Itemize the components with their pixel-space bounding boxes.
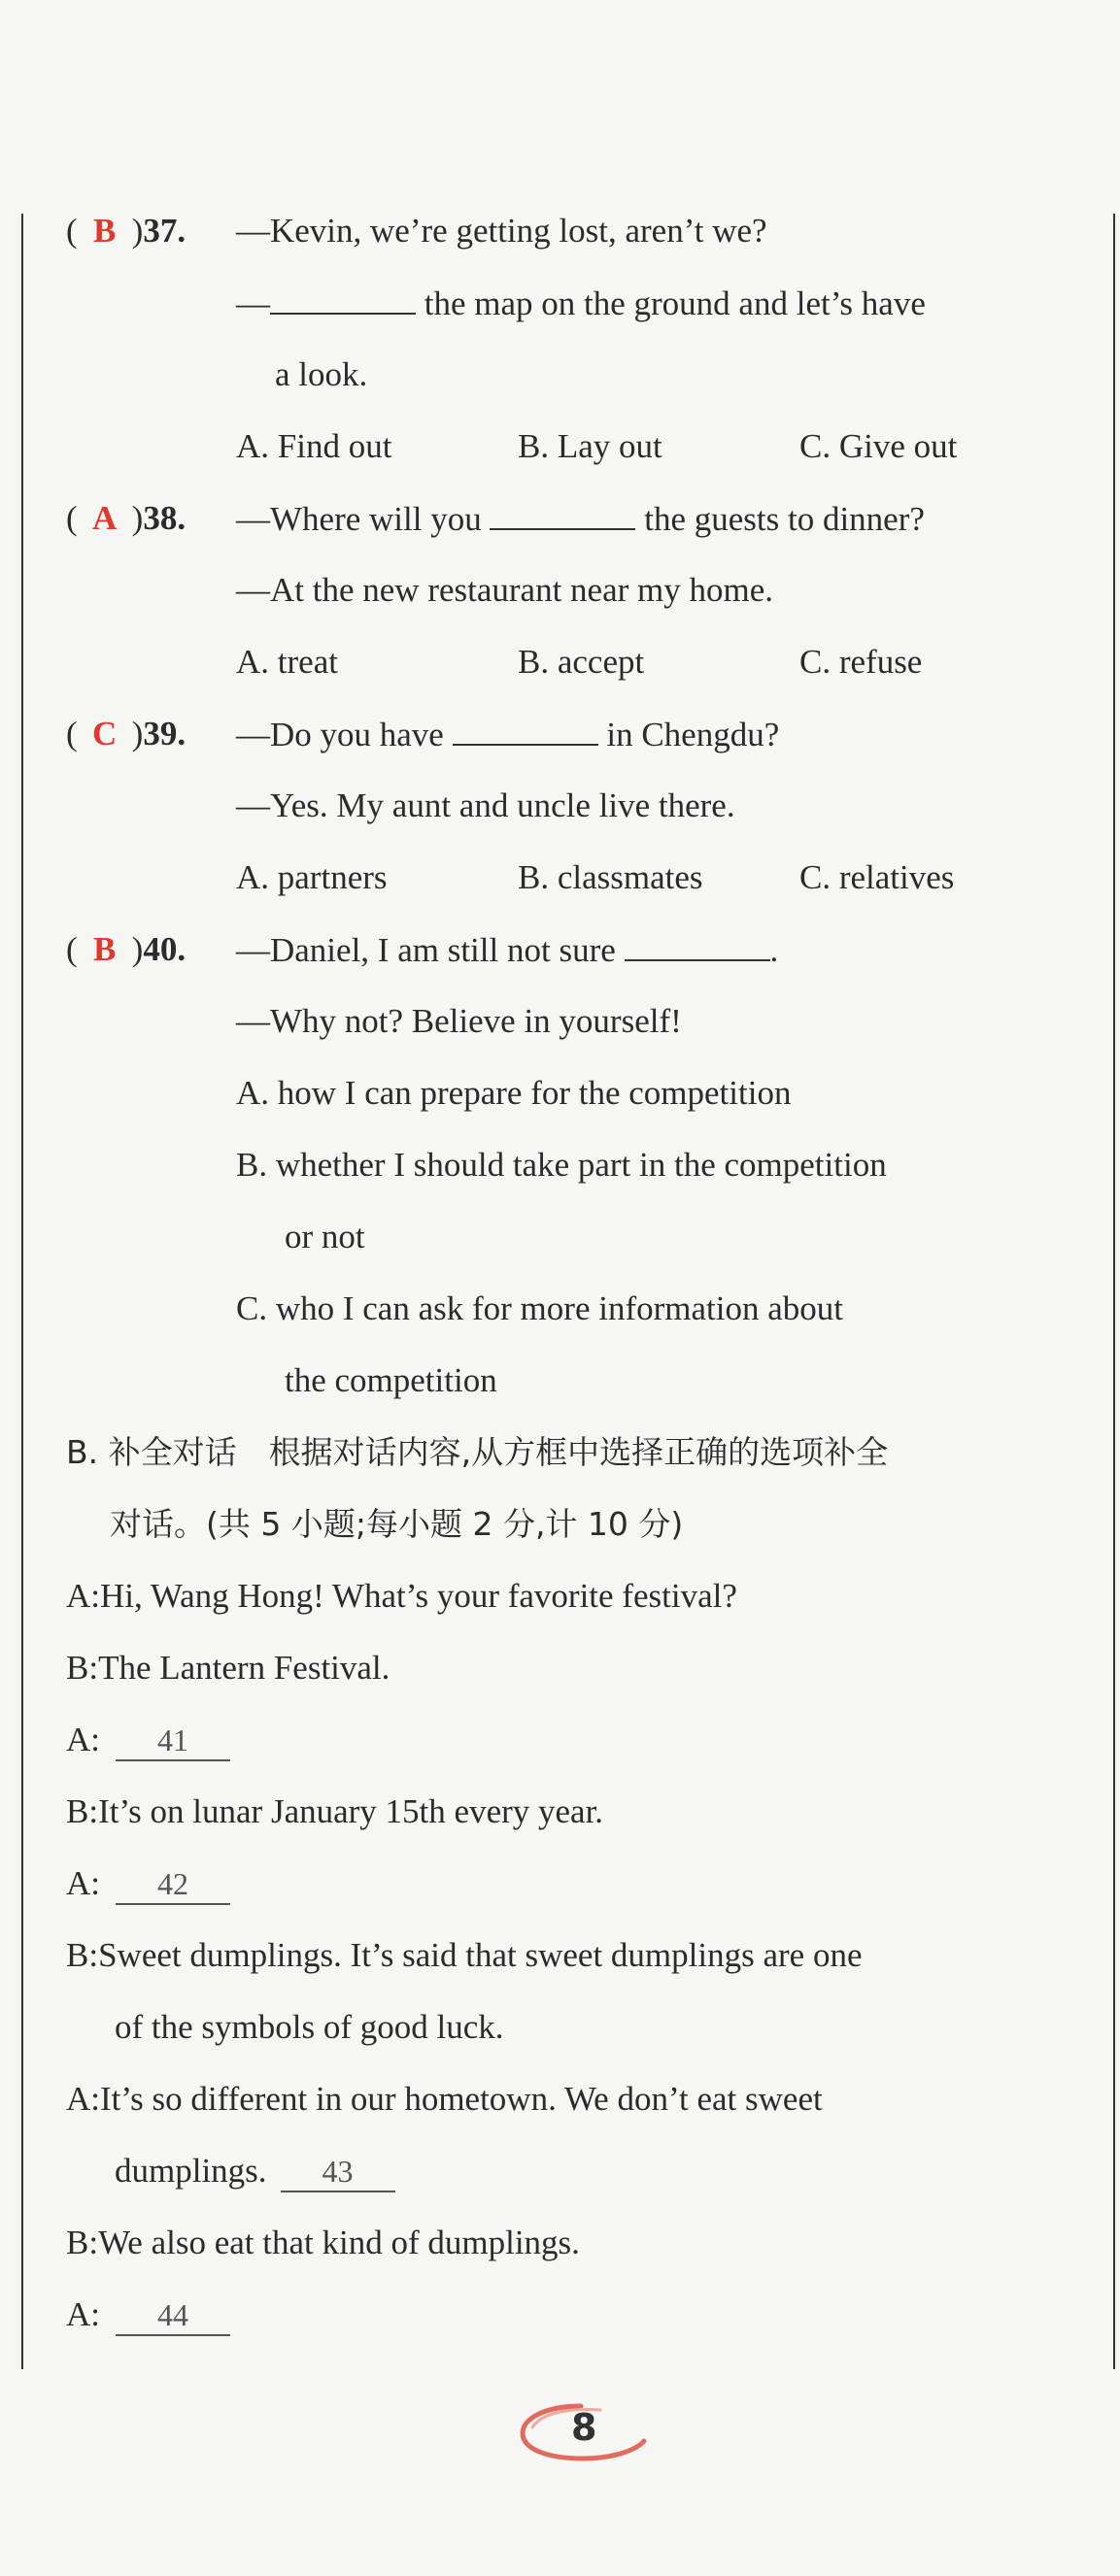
dialogue-line-2: B:The Lantern Festival. [66, 1649, 390, 1687]
dialogue-line-1: A:Hi, Wang Hong! What’s your favorite festival? [66, 1577, 737, 1615]
q40-option-b: B. whether I should take part in the competition [236, 1146, 887, 1184]
q39-option-c: C. relatives [799, 858, 955, 896]
q38-line1: —Where will you the guests to dinner? [236, 500, 925, 538]
dialogue-blank-42: 42 [116, 1864, 230, 1905]
q40-option-c: C. who I can ask for more information about [236, 1289, 843, 1327]
q37-line3: a look. [275, 355, 368, 393]
q38-option-c: C. refuse [799, 643, 923, 681]
answer-37: B [92, 212, 117, 250]
answer-blank-37 [270, 284, 416, 315]
dialogue-line-6-cont: of the symbols of good luck. [115, 2008, 504, 2046]
q39-option-a: A. partners [236, 858, 388, 896]
question-39: ( C )39. [66, 715, 187, 753]
dialogue-line-6: B:Sweet dumplings. It’s said that sweet dumplings are one [66, 1936, 863, 1974]
q40-option-c-cont: the competition [285, 1361, 497, 1399]
dialogue-blank-43: 43 [281, 2152, 395, 2192]
section-b-title: B. 补全对话 根据对话内容,从方框中选择正确的选项补全 [66, 1433, 889, 1471]
question-38: ( A )38. [66, 499, 187, 537]
dialogue-line-7-cont: dumplings. 43 [115, 2152, 395, 2192]
dialogue-line-4: B:It’s on lunar January 15th every year. [66, 1792, 604, 1830]
q40-option-b-cont: or not [285, 1218, 365, 1255]
question-37: ( B )37. [66, 212, 187, 250]
q39-option-b: B. classmates [518, 858, 703, 896]
question-number-40: 40. [143, 930, 187, 968]
question-number-39: 39. [143, 715, 187, 753]
dialogue-line-5: A: 42 [66, 1864, 230, 1905]
dialogue-blank-44: 44 [116, 2295, 230, 2336]
dialogue-line-7: A:It’s so different in our hometown. We don’t eat sweet [66, 2080, 823, 2118]
q40-line2: —Why not? Believe in yourself! [236, 1002, 682, 1040]
q40-option-a: A. how I can prepare for the competition [236, 1074, 792, 1112]
q38-line2: —At the new restaurant near my home. [236, 571, 774, 609]
section-b-instructions: 对话。(共 5 小题;每小题 2 分,计 10 分) [110, 1505, 684, 1543]
answer-blank-38 [490, 499, 635, 530]
question-number-37: 37. [143, 212, 187, 250]
dialogue-line-3: A: 41 [66, 1721, 230, 1761]
q37-option-a: A. Find out [236, 427, 392, 465]
q40-line1: —Daniel, I am still not sure . [236, 931, 779, 969]
q38-option-b: B. accept [518, 643, 645, 681]
dialogue-blank-41: 41 [116, 1721, 230, 1761]
q38-option-a: A. treat [236, 643, 338, 681]
question-number-38: 38. [143, 499, 187, 537]
q39-line2: —Yes. My aunt and uncle live there. [236, 786, 735, 824]
q39-line1: —Do you have in Chengdu? [236, 716, 780, 753]
answer-39: C [92, 715, 118, 753]
right-margin-rule [1113, 214, 1115, 2369]
left-margin-rule [21, 214, 23, 2369]
q37-option-b: B. Lay out [518, 427, 662, 465]
q37-line2: — the map on the ground and let’s have [236, 284, 926, 322]
question-40: ( B )40. [66, 930, 187, 968]
page-number: 8 [571, 2406, 597, 2449]
q37-line1: —Kevin, we’re getting lost, aren’t we? [236, 212, 767, 250]
dialogue-line-8: B:We also eat that kind of dumplings. [66, 2224, 580, 2261]
q37-option-c: C. Give out [799, 427, 958, 465]
answer-38: A [92, 499, 118, 537]
answer-blank-40 [625, 930, 770, 961]
answer-blank-39 [453, 715, 598, 746]
answer-40: B [92, 930, 117, 968]
dialogue-line-9: A: 44 [66, 2295, 230, 2336]
